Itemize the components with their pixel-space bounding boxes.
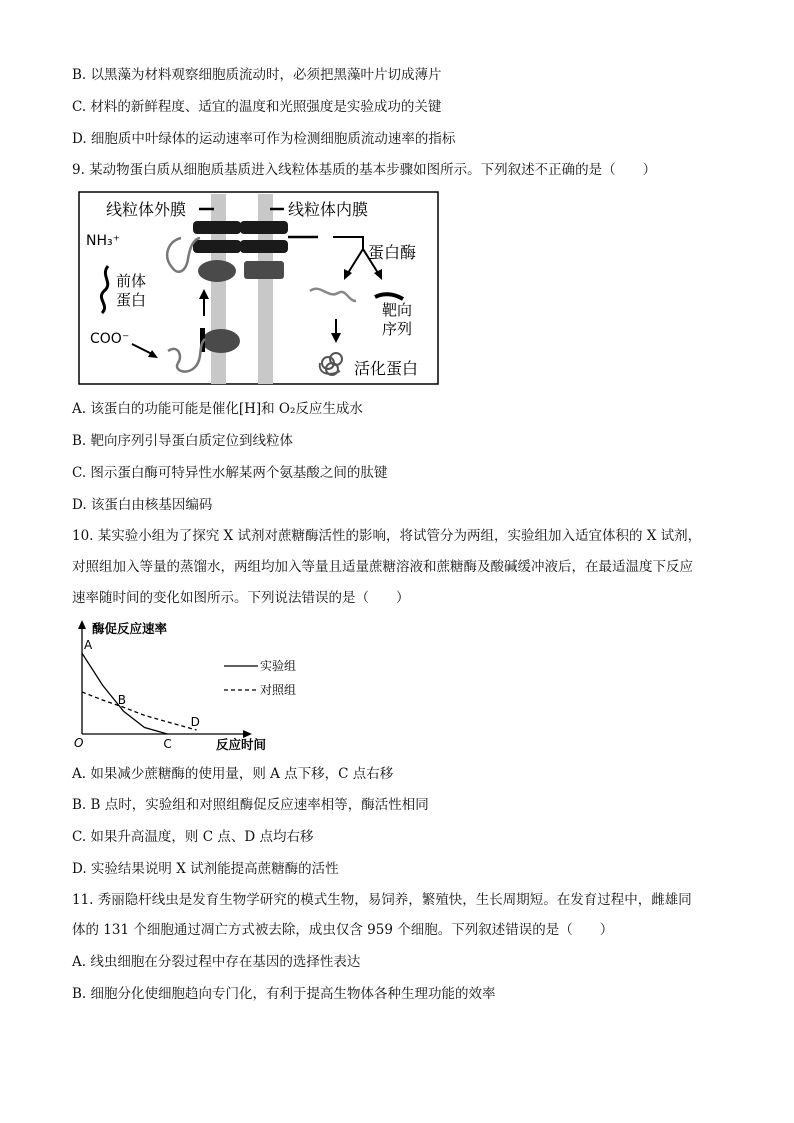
point-label-A: A: [84, 638, 93, 653]
y-axis-label: 酶促反应速率: [92, 621, 168, 636]
q10-stem-1: 10. 某实验小组为了探究 X 试剂对蔗糖酶活性的影响，将试管分为两组，实验组加入适宜体积的 X 试剂，: [72, 528, 702, 544]
coo-label: COO⁻: [90, 331, 130, 347]
q10-stem-2: 对照组加入等量的蒸馏水，两组均加入等量且适量蔗糖溶液和蔗糖酶及酸碱缓冲液后，在最适温度下反应: [72, 559, 693, 575]
point-label-C: C: [163, 737, 172, 751]
inner-membrane-label: 线粒体内膜: [288, 200, 369, 219]
x-axis-label: 反应时间: [216, 737, 267, 752]
q11-option-b: B. 细胞分化使细胞趋向专门化，有利于提高生物体各种生理功能的效率: [72, 986, 496, 1002]
precursor-label-2: 蛋白: [116, 291, 147, 309]
target-sequence-label-2: 序列: [382, 320, 413, 338]
q11-stem-1: 11. 秀丽隐杆线虫是发育生物学研究的模式生物，易饲养，繁殖快，生长周期短。在发育过程中，雌雄同: [72, 892, 692, 908]
target-sequence-label-1: 靶向: [382, 301, 413, 319]
q10-option-b: B. B 点时，实验组和对照组酶促反应速率相等，酶活性相同: [72, 797, 429, 813]
reaction-rate-chart: [70, 616, 297, 754]
point-label-D: D: [190, 715, 200, 729]
nh3-label: NH₃⁺: [86, 233, 121, 249]
origin-label: O: [74, 736, 84, 750]
q9-option-b: B. 靶向序列引导蛋白质定位到线粒体: [72, 433, 294, 449]
q9-option-d: D. 该蛋白由核基因编码: [72, 497, 213, 513]
q10-stem-3: 速率随时间的变化如图所示。下列说法错误的是（ ）: [72, 590, 410, 606]
q11-option-a: A. 线虫细胞在分裂过程中存在基因的选择性表达: [72, 954, 361, 970]
q10-option-a: A. 如果减少蔗糖酶的使用量，则 A 点下移，C 点右移: [72, 766, 394, 782]
point-label-B: B: [117, 692, 126, 707]
q8-option-d: D. 细胞质中叶绿体的运动速率可作为检测细胞质流动速率的指标: [72, 131, 456, 147]
q10-option-d: D. 实验结果说明 X 试剂能提高蔗糖酶的活性: [72, 861, 339, 877]
outer-membrane-label: 线粒体外膜: [106, 200, 187, 219]
q11-stem-2: 体的 131 个细胞通过凋亡方式被去除，成虫仅含 959 个细胞。下列叙述错误的是（ ）: [72, 922, 614, 938]
active-protein-label: 活化蛋白: [354, 359, 419, 378]
q8-option-c: C. 材料的新鲜程度、适宜的温度和光照强度是实验成功的关键: [72, 99, 442, 115]
legend-experimental: 实验组: [260, 659, 297, 673]
precursor-label-1: 前体: [116, 272, 147, 290]
reaction-rate-figure: [70, 616, 297, 754]
q9-stem: 9. 某动物蛋白质从细胞质基质进入线粒体基质的基本步骤如图所示。下列叙述不正确的是（ ）: [72, 162, 657, 178]
mitochondria-import-figure: [78, 191, 440, 386]
q9-option-c: C. 图示蛋白酶可特异性水解某两个氨基酸之间的肽键: [72, 465, 388, 481]
q8-option-b: B. 以黑藻为材料观察细胞质流动时，必须把黑藻叶片切成薄片: [72, 67, 442, 83]
protease-label: 蛋白酶: [368, 243, 417, 262]
mitochondria-import-diagram: [78, 191, 440, 386]
q10-option-c: C. 如果升高温度，则 C 点、D 点均右移: [72, 829, 314, 845]
legend-control: 对照组: [260, 683, 297, 697]
q9-option-a: A. 该蛋白的功能可能是催化[H]和 O₂反应生成水: [72, 401, 363, 417]
series-line-1: [82, 692, 197, 730]
